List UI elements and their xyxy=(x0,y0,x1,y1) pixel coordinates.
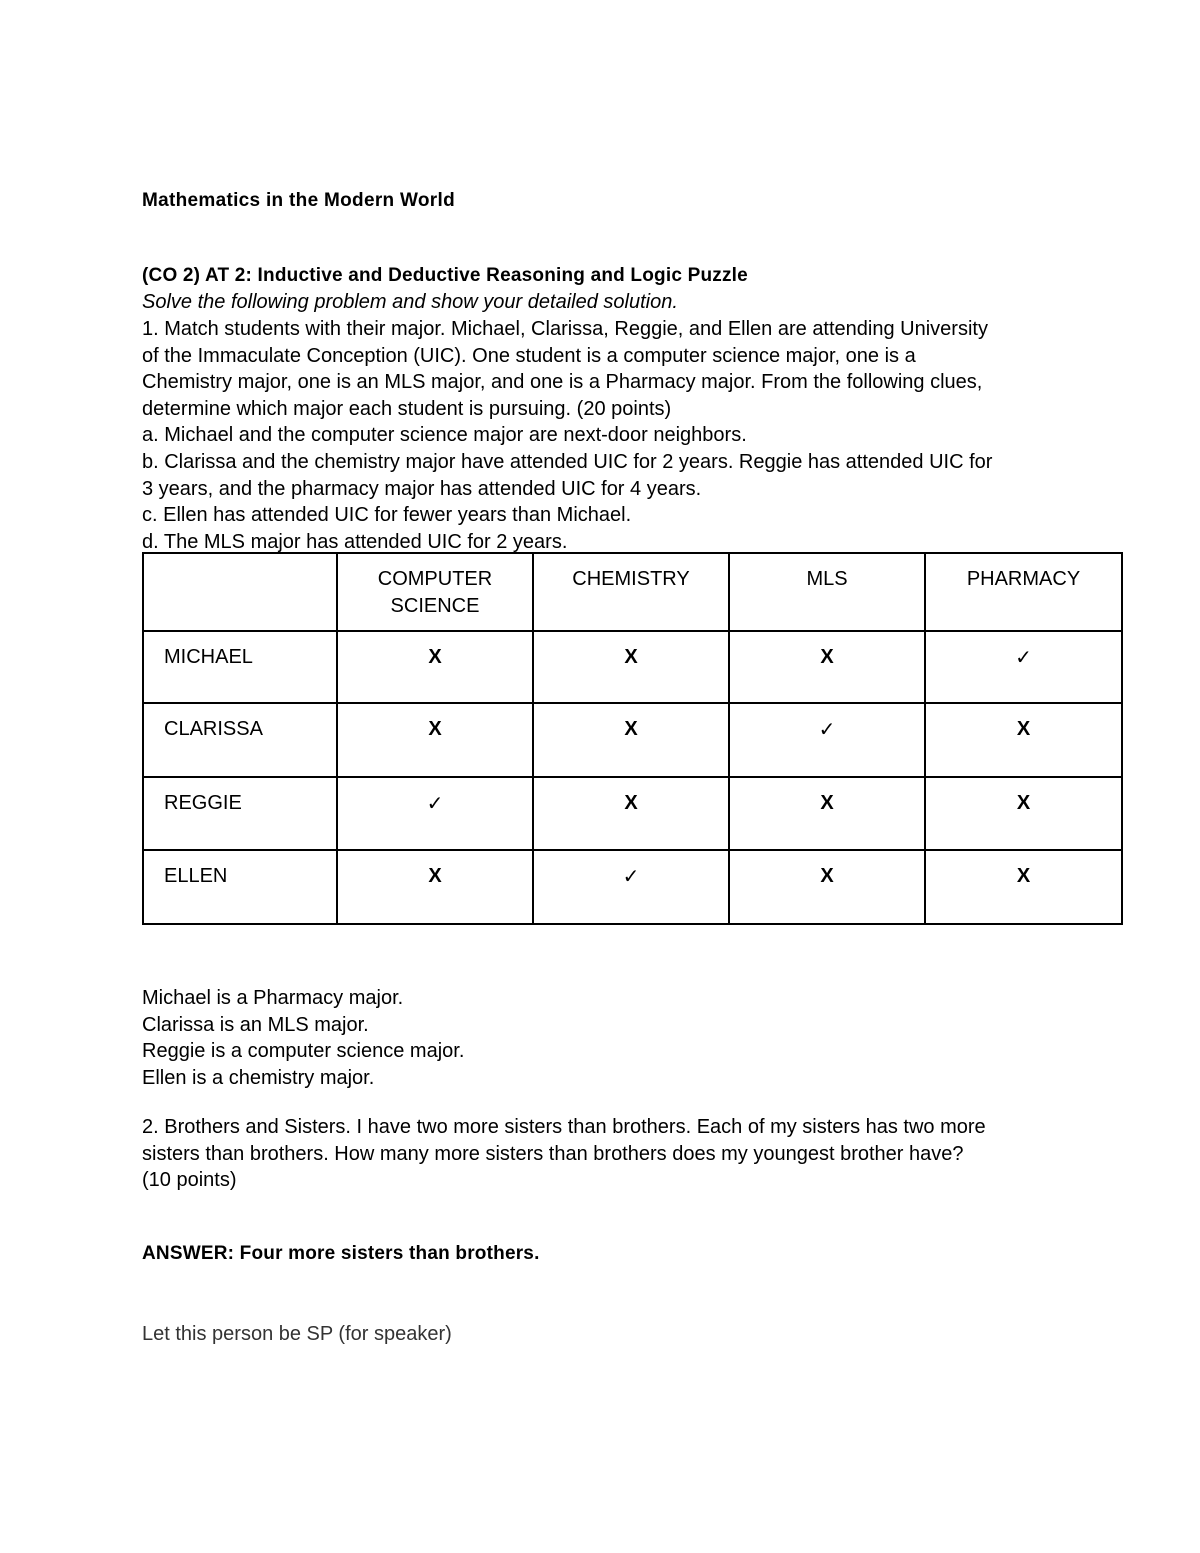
column-header-pharmacy: PHARMACY xyxy=(925,553,1122,631)
checkmark-icon: ✓ xyxy=(729,703,925,777)
conclusion-line: Ellen is a chemistry major. xyxy=(142,1066,375,1089)
row-label-reggie: REGGIE xyxy=(143,777,337,850)
clue-d: d. The MLS major has attended UIC for 2 years. xyxy=(142,530,568,553)
x-mark: X xyxy=(533,703,729,777)
problem-2-line: 2. Brothers and Sisters. I have two more sisters than brothers. Each of my sisters has two more xyxy=(142,1116,986,1138)
problem-1-conclusions xyxy=(142,985,464,1091)
conclusion-line: Clarissa is an MLS major. xyxy=(142,1013,369,1036)
problem-2-line: (10 points) xyxy=(142,1169,237,1192)
grid-row-clarissa xyxy=(143,703,1122,777)
problem-1-line: of the Immaculate Conception (UIC). One student is a computer science major, one is a xyxy=(142,344,916,367)
assignment-title: (CO 2) AT 2: Inductive and Deductive Reasoning and Logic Puzzle xyxy=(142,265,748,286)
problem-1-line: 1. Match students with their major. Michael, Clarissa, Reggie, and Ellen are attending University xyxy=(142,318,988,340)
problem-2-answer: ANSWER: Four more sisters than brothers. xyxy=(142,1243,540,1264)
grid-row-reggie xyxy=(143,777,1122,850)
row-label-clarissa: CLARISSA xyxy=(143,703,337,777)
checkmark-icon: ✓ xyxy=(533,850,729,924)
x-mark: X xyxy=(729,850,925,924)
row-label-michael: MICHAEL xyxy=(143,631,337,703)
solution-start-text: Let this person be SP (for speaker) xyxy=(142,1323,452,1345)
conclusion-line: Michael is a Pharmacy major. xyxy=(142,987,404,1009)
grid-row-ellen xyxy=(143,850,1122,924)
row-label-ellen: ELLEN xyxy=(143,850,337,924)
x-mark: X xyxy=(729,777,925,850)
x-mark: X xyxy=(337,631,533,703)
x-mark: X xyxy=(925,850,1122,924)
conclusion-line: Reggie is a computer science major. xyxy=(142,1040,465,1063)
checkmark-icon: ✓ xyxy=(337,777,533,850)
checkmark-icon: ✓ xyxy=(925,631,1122,703)
problem-1-text xyxy=(142,316,1142,555)
column-header-chemistry: CHEMISTRY xyxy=(533,553,729,631)
problem-1-line: determine which major each student is pursuing. (20 points) xyxy=(142,397,672,420)
grid-header-row xyxy=(143,553,1122,631)
column-header-mls: MLS xyxy=(729,553,925,631)
x-mark: X xyxy=(925,777,1122,850)
problem-2-line: sisters than brothers. How many more sisters than brothers does my youngest brother have? xyxy=(142,1142,964,1165)
column-header-label: COMPUTER SCIENCE xyxy=(377,568,493,617)
column-header-computer-science xyxy=(337,553,533,631)
document-title: Mathematics in the Modern World xyxy=(142,190,455,211)
problem-1-line: Chemistry major, one is an MLS major, and one is a Pharmacy major. From the following clues, xyxy=(142,371,983,394)
clue-a: a. Michael and the computer science major are next-door neighbors. xyxy=(142,424,747,447)
clue-c: c. Ellen has attended UIC for fewer years than Michael. xyxy=(142,504,632,527)
x-mark: X xyxy=(337,850,533,924)
problem-2-text xyxy=(142,1114,1142,1194)
x-mark: X xyxy=(533,777,729,850)
x-mark: X xyxy=(533,631,729,703)
grid-corner-cell xyxy=(143,553,337,631)
x-mark: X xyxy=(729,631,925,703)
document-page xyxy=(142,188,1142,1345)
clue-b: b. Clarissa and the chemistry major have attended UIC for 2 years. Reggie has attended UIC for xyxy=(142,450,993,473)
logic-puzzle-grid xyxy=(142,552,1123,925)
x-mark: X xyxy=(925,703,1122,777)
x-mark: X xyxy=(337,703,533,777)
instruction-text: Solve the following problem and show your detailed solution. xyxy=(142,291,678,313)
clue-b-continued: 3 years, and the pharmacy major has attended UIC for 4 years. xyxy=(142,477,702,500)
grid-row-michael xyxy=(143,631,1122,703)
